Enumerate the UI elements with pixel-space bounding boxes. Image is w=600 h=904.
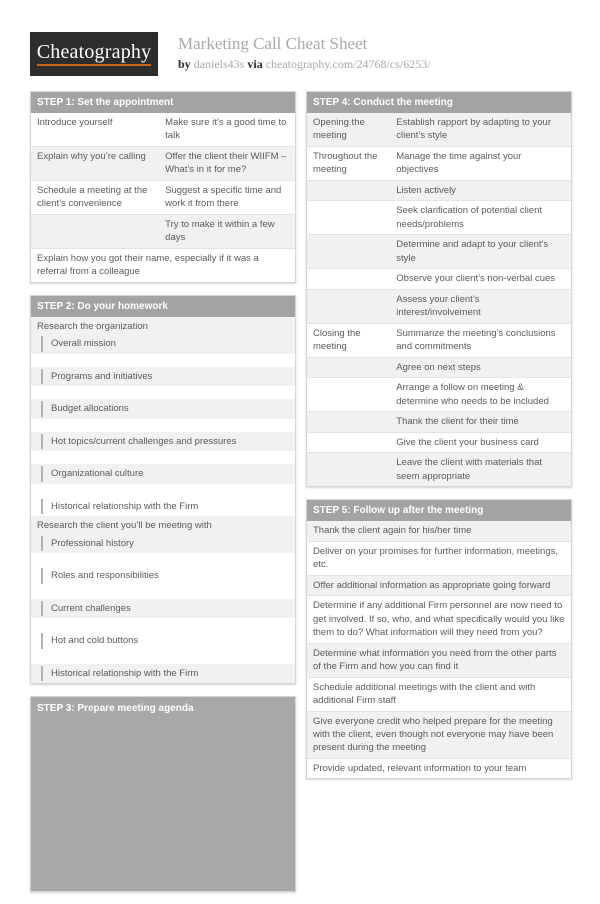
row-label [307, 453, 390, 486]
outline-item-label: Professional history [41, 536, 289, 551]
row-label: Throughout the meeting [313, 150, 378, 176]
masthead [30, 32, 572, 76]
row-label [307, 201, 390, 234]
section-header-step-1-set-the-appointment: STEP 1: Set the appointment [31, 92, 295, 113]
outline-parent-item [31, 516, 295, 533]
page-title: Marketing Call Cheat Sheet [178, 34, 368, 53]
table-row [307, 234, 571, 268]
outline-subitem [31, 534, 295, 553]
byline-via-label: via [247, 57, 263, 72]
table-row [307, 180, 571, 200]
cheatography-logo-text: Cheatography [37, 42, 152, 66]
section-step-4-conduct-the-meeting [306, 91, 572, 487]
table-row [307, 411, 571, 431]
outline-item-label: Overall mission [41, 336, 289, 351]
byline-by-label: by [178, 57, 191, 72]
agenda-placeholder [30, 696, 296, 892]
row-text: Try to make it within a few days [165, 218, 275, 244]
outline-item-label: Research the organization [37, 320, 148, 332]
table-row-full: Give everyone credit who helped prepare for the meeting with the client, even though not everyone may have been present during the meeting [307, 711, 571, 758]
table-row-full: Determine what information you need from the other parts of the Firm and how you can find it [307, 643, 571, 677]
outline-subitem [31, 399, 295, 418]
outline-item-label: Organizational culture [41, 466, 289, 481]
outline-item-label: Budget allocations [41, 401, 289, 416]
section-step-1-set-the-appointment [30, 91, 296, 283]
row-text: Establish rapport by adapting to your client’s style [396, 117, 551, 142]
table-row-full: Offer additional information as appropriate going forward [307, 575, 571, 595]
row-text: Arrange a follow on meeting & determine who needs to be included [396, 382, 549, 407]
row-label: Schedule a meeting at the client’s convenience [37, 184, 148, 210]
row-label [307, 358, 390, 377]
table-row [307, 357, 571, 377]
row-label: Opening the meeting [313, 117, 365, 142]
table-row [307, 452, 571, 486]
table-row [307, 146, 571, 180]
outline-item-label: Hot topics/current challenges and pressures [41, 434, 289, 449]
table-row [31, 214, 295, 248]
outline-item-label: Current challenges [41, 601, 289, 616]
row-label: Closing the meeting [313, 327, 361, 353]
row-text: Assess your client’s interest/involvement [396, 293, 481, 319]
row-label [307, 290, 390, 323]
row-text: Give the client your business card [396, 436, 539, 448]
row-text: Make sure it’s a good time to talk [165, 117, 287, 142]
row-label [307, 412, 390, 431]
section-step-5-follow-up-after-the-meeting [306, 499, 572, 779]
outline-subitem [31, 464, 295, 483]
row-label: Explain why you’re calling [37, 150, 146, 162]
table-row-full: Provide updated, relevant information to your team [307, 758, 571, 778]
outline-item-label: Programs and initiatives [41, 369, 289, 384]
outline-subitem [31, 631, 295, 650]
table-row-full: Deliver on your promises for further information, meetings, etc. [307, 541, 571, 575]
outline-subitem [31, 334, 295, 353]
outline-subitem [31, 497, 295, 516]
table-row-full: Explain how you got their name, especially if it was a referral from a colleague [31, 248, 295, 282]
outline-subitem [31, 432, 295, 451]
table-row [31, 180, 295, 214]
row-text: Manage the time against your objectives [396, 150, 522, 176]
header-titles [178, 32, 431, 73]
right-column [306, 91, 572, 791]
outline-item-label: Historical relationship with the Firm [41, 666, 289, 681]
outline-subitem [31, 599, 295, 618]
row-text: Leave the client with materials that seem appropriate [396, 457, 543, 482]
table-row-full: Determine if any additional Firm personnel are now need to get involved. If so, who, and what specifically would you like them to do? What information will they need from you? [307, 595, 571, 642]
table-row [307, 268, 571, 288]
section-header-step-5-follow-up-after-the-meeting: STEP 5: Follow up after the meeting [307, 500, 571, 521]
row-text: Observe your client’s non-verbal cues [396, 273, 556, 285]
left-column [30, 91, 296, 904]
row-label [31, 215, 159, 248]
row-text: Agree on next steps [396, 361, 481, 373]
outline-item-label: Hot and cold buttons [41, 633, 289, 648]
row-text: Seek clarification of potential client needs/problems [396, 205, 543, 230]
outline-subitem [31, 566, 295, 585]
section-step-2-do-your-homework [30, 295, 296, 684]
byline [178, 57, 431, 73]
section-header-step-4-conduct-the-meeting: STEP 4: Conduct the meeting [307, 92, 571, 113]
row-label [307, 378, 390, 411]
row-label [307, 235, 390, 268]
row-text: Thank the client for their time [396, 416, 519, 428]
outline-item-label: Research the client you’ll be meeting with [37, 520, 212, 532]
section-header-step-3-prepare-meeting-agenda: STEP 3: Prepare meeting agenda [37, 703, 194, 715]
table-row [31, 146, 295, 180]
author-link[interactable]: daniels43s [193, 57, 245, 72]
table-row [307, 289, 571, 323]
row-text: Determine and adapt to your client’s style [396, 239, 549, 264]
table-row-full: Schedule additional meetings with the client and with additional Firm staff [307, 677, 571, 711]
row-text: Offer the client their WIIFM – What’s in it for me? [165, 150, 287, 176]
outline-subitem [31, 367, 295, 386]
row-label [307, 269, 390, 288]
table-row [307, 432, 571, 452]
table-row [307, 377, 571, 411]
outline-subitem [31, 664, 295, 683]
row-text: Suggest a specific time and work it from there [165, 184, 282, 210]
table-row [307, 113, 571, 146]
outline-parent-item [31, 317, 295, 334]
table-row-full: Thank the client again for his/her time [307, 521, 571, 540]
outline-item-label: Roles and responsibilities [41, 568, 289, 583]
section-header-step-2-do-your-homework: STEP 2: Do your homework [31, 296, 295, 317]
table-row [307, 200, 571, 234]
outline-item-label: Historical relationship with the Firm [41, 499, 289, 514]
row-text: Listen actively [396, 184, 456, 196]
row-label: Introduce yourself [37, 117, 113, 128]
table-row [31, 113, 295, 146]
sheet-url-link[interactable]: cheatography.com/24768/cs/6253/ [265, 57, 431, 72]
row-text: Summarize the meeting’s conclusions and commitments [396, 327, 556, 353]
content-columns [30, 91, 572, 904]
row-label [307, 433, 390, 452]
row-label [307, 181, 390, 200]
table-row [307, 323, 571, 357]
cheatography-logo[interactable] [30, 32, 158, 76]
